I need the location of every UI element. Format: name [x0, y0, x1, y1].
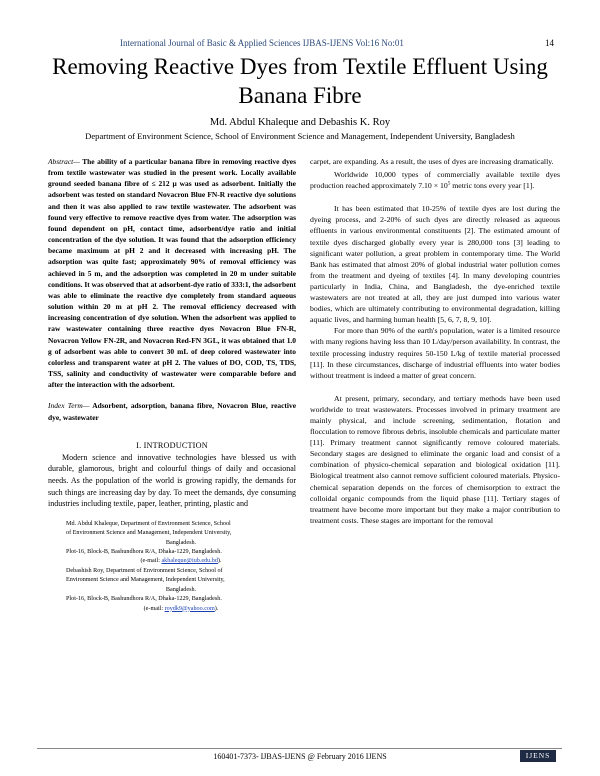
title-line-2: Banana Fibre	[238, 83, 362, 108]
abstract-label: Abstract—	[48, 157, 80, 166]
index-terms-label: Index Term—	[48, 401, 90, 411]
footnote-email-line	[66, 605, 296, 614]
authors: Md. Abdul Khaleque and Debashis K. Roy	[209, 117, 391, 128]
right-column	[310, 156, 560, 526]
page-number: 14	[545, 38, 554, 48]
body-paragraph: At present, primary, secondary, and tertiary methods have been used worldwide to treat wastewaters. Processes involved in primary treatment are mainly physical, and include screening, sedimentation, flotation and flocculation to remove fibrous debris, insoluble chemicals and particulate matter [11]. Primary treatment cannot significantly remove coloured materials. Secondary stages are designed to eliminate the organic load and consist of a combination of physico-chemical separation and biological oxidation [11]. Biological treatment also cannot remove sufficient coloured materials. Physico-chemical separation depends on the forces of chemisorption to extract the colloidal organic compounds from the liquid phase [11]. Tertiary stages of treatment have become more important but they make a major contribution to treatment costs. These stages are important for the removal	[310, 393, 560, 525]
abstract-text: The ability of a particular banana fibre in removing reactive dyes from textile wastewater was studied in the present work. Locally available ground seeded banana fibre of ≤ 212 μ was used as adsorbent. Initially the adsorbent was tested on standard Novacron Blue FN-R reactive dye solutions and then it was also applied to raw textile wastewater. The adsorbent was found very effective to remove reactive dyes from water. The adsorption was found dependent on pH, contact time, adsorbent/dye ratio and initial concentration of the dye solution. It was found that the adsorption efficiency became maximum at pH 2 and it decreased with increasing pH. The adsorption was quite fast; approximately 90% of removal efficiency was achieved in 5 m, and the adsorption was completed in 20 m under suitable conditions. It was observed that at adsorbent-dye ratio of 333:1, the adsorbent was able to eliminate the reactive dye completely from standard aqueous solution within 20 m at pH 2. The removal efficiency decreased with increasing concentration of dye solution. When the adsorbent was applied to raw wastewater containing three reactive dyes Novacron Blue FN-R, Novacron Yellow FN-2R, and Novacron Red-FN 3GL, it was obtained that 1.0 g of adsorbent was able to convert 30 mL of deep colored wastewater into colorless and transparent water at pH 2. The values of DO, COD, TS, TDS, TSS, salinity and conductivity of wastewater were comparable before and after the interaction with the adsorbent.	[48, 157, 296, 390]
index-terms-text: Adsorbent, adsorption, banana fibre, Novacron Blue, reactive dye, wastewater	[48, 401, 296, 422]
ijens-badge: IJENS	[520, 750, 556, 762]
superscript: 5	[447, 181, 451, 187]
journal-title: International Journal of Basic & Applied Sciences IJBAS-IJENS Vol:16 No:01	[120, 38, 404, 48]
footnote-line: of Environment Science and Management, Independent University,	[66, 530, 232, 537]
body-text: Worldwide 10,000 types of commercially available textile dyes production reached approximately 7.10 × 10	[310, 170, 560, 191]
footnote-line: Environment Science and Management, Independent University,	[66, 577, 225, 584]
footnote-text: (e-mail:	[140, 558, 162, 565]
author-footnote	[48, 520, 296, 614]
left-column	[48, 156, 296, 614]
paper-title	[20, 52, 580, 110]
footnote-line: Bangladesh.	[165, 539, 197, 546]
email-link[interactable]: akhaleque@iub.edu.bd	[161, 558, 218, 565]
footer-divider	[37, 748, 562, 749]
body-text: metric tons every year [1].	[450, 181, 535, 191]
abstract	[48, 156, 296, 390]
footnote-text: ).	[214, 605, 219, 612]
footnote-line: Bangladesh.	[165, 586, 197, 593]
footnote-email-line	[66, 557, 296, 566]
body-paragraph: For more than 90% of the earth's population, water is a limited resource with many regions having less than 10 L/day/person availability. In contrast, the textile processing industry requires 50-150 L/kg of textile material processed [11]. In these circumstances, discharge of industrial effluents into water bodies without treatment is indeed a matter of great concern.	[310, 326, 560, 380]
section-heading-introduction: I. INTRODUCTION	[136, 440, 208, 450]
footnote-text: ).	[217, 558, 222, 565]
footnote-line: Plot-16, Block-B, Bashundhora R/A, Dhaka-1229, Bangladesh.	[66, 549, 222, 556]
footnote-line: Plot-16, Block-B, Bashundhora R/A, Dhaka-1229, Bangladesh.	[66, 596, 222, 603]
index-terms	[48, 400, 296, 423]
footer-text: 160401-7373- IJBAS-IJENS @ February 2016 IJENS	[213, 752, 387, 761]
email-link[interactable]: roydk9@yahoo.com	[164, 605, 215, 612]
footnote-line: Debashish Roy, Department of Environment Science, School of	[66, 567, 223, 574]
body-paragraph	[310, 169, 560, 191]
intro-paragraph: Modern science and innovative technologies have blessed us with durable, glamorous, bright and colourful things of daily and occasional needs. As the population of the world is growing rapidly, the demands for such things are increasing day by day. To meet the demands, dye consuming industries including textile, paper, leather, printing, plastic and	[48, 452, 296, 509]
footnote-line: Md. Abdul Khaleque, Department of Environment Science, School	[66, 520, 231, 527]
footnote-text: (e-mail:	[143, 605, 165, 612]
body-paragraph: It has been estimated that 10-25% of textile dyes are lost during the dyeing process, and 2-20% of such dyes are directly released as aqueous effluents in various environmental constituents [2]. The estimated amount of textile dyes discharged globally every year is 280,000 tons [3] leading to significant water pollution, a great problem in contemporary time. The World Bank has estimated that almost 20% of global industrial water pollution comes from the treatment and dyeing of textiles [4]. In many developing countries particularly in India, China, and Bangladesh, the dye-enriched textile wastewaters are not treated at all, they are just dumped into various water bodies, which are ultimately contributing to environmental degradation, killing aquatic lives, and harming human health [5, 6, 7, 8, 9, 10].	[310, 204, 560, 325]
title-line-1: Removing Reactive Dyes from Textile Effluent Using	[52, 54, 548, 79]
affiliation: Department of Environment Science, School of Environment Science and Management, Independent University, Bangladesh	[85, 131, 515, 141]
body-paragraph: carpet, are expanding. As a result, the uses of dyes are increasing dramatically.	[310, 157, 554, 166]
